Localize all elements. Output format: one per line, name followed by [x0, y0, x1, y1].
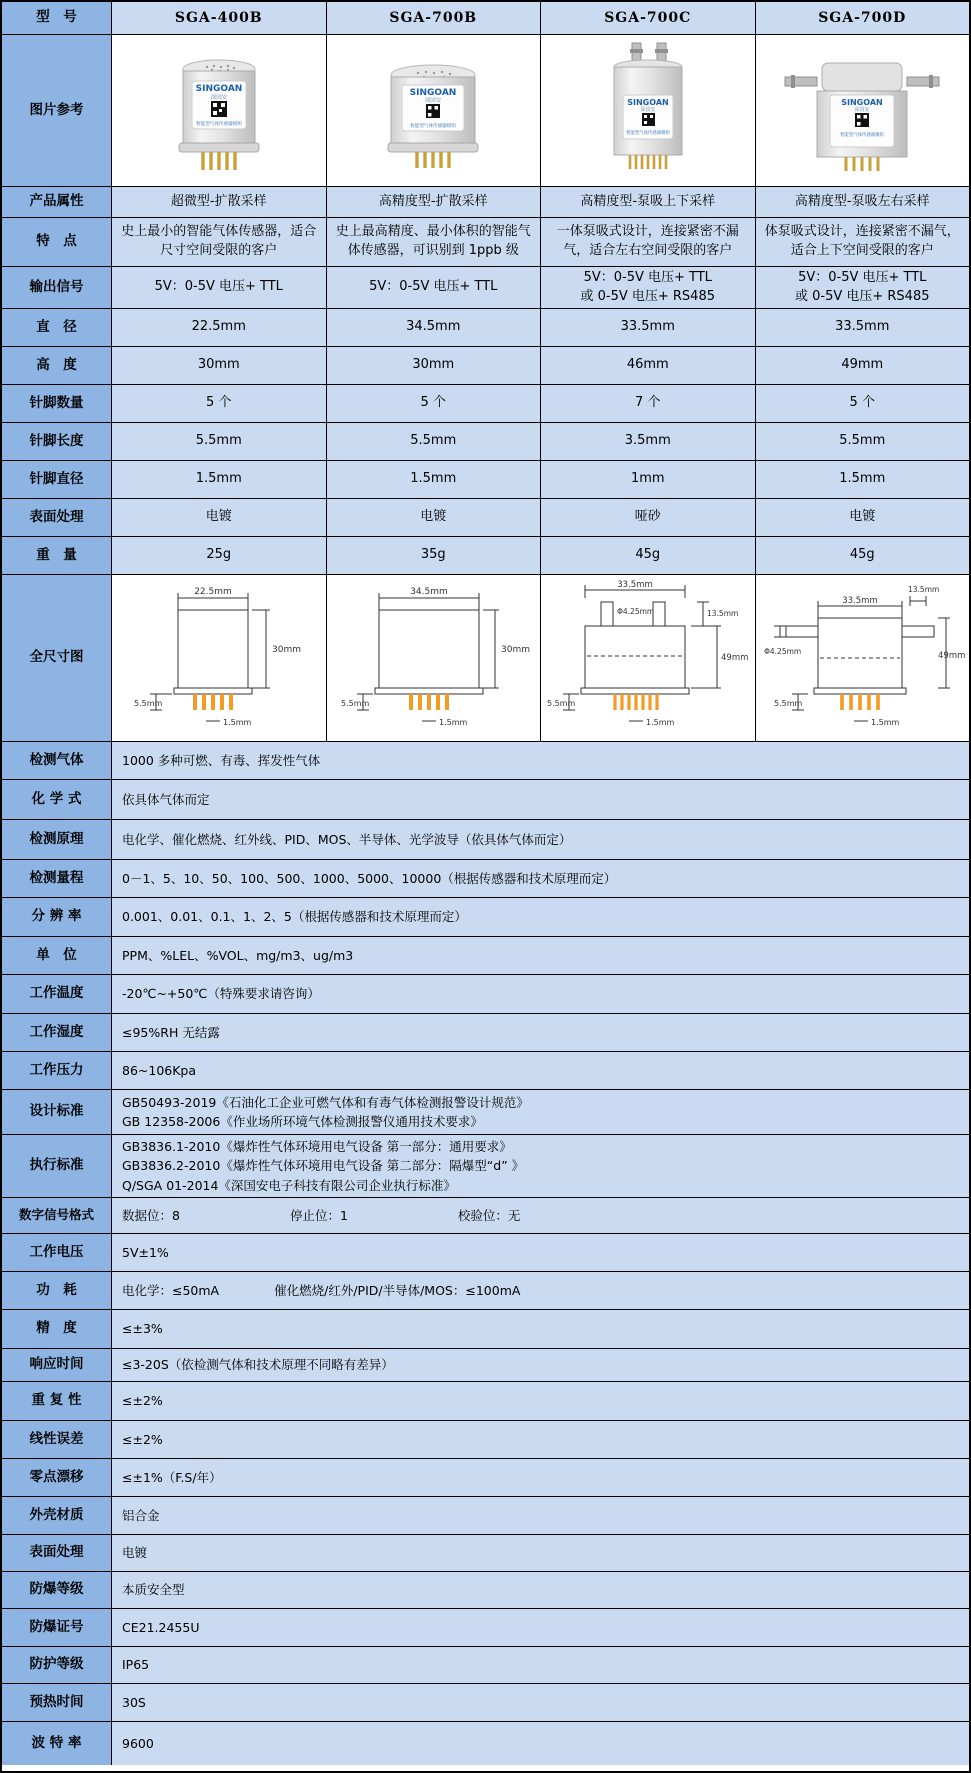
spec-row-gas — [2, 742, 969, 780]
spec-label: 预热时间 — [2, 1684, 112, 1721]
pin-length-value: 5.5mm — [756, 423, 970, 460]
product-photo-sga700b — [327, 35, 542, 186]
sensor-pins — [630, 155, 666, 169]
dim-tube-height: 13.5mm — [907, 585, 940, 594]
standard-line: GB3836.2-2010《爆炸性气体环境用电气设备 第二部分：隔爆型“d” 》 — [122, 1158, 525, 1174]
attr-value: 高精度型-泵吸上下采样 — [541, 187, 756, 217]
dim-pin-diameter: 1.5mm — [438, 718, 468, 727]
attr-row — [2, 187, 969, 218]
dimension-diagram-sga700c — [541, 575, 756, 741]
data-bits: 数据位：8 — [122, 1207, 180, 1223]
dim-tube-height: 13.5mm — [707, 609, 739, 618]
output-value — [327, 267, 542, 308]
model-name: SGA-700B — [327, 2, 542, 34]
row-label-model: 型 号 — [2, 2, 112, 34]
row-label-pin-count: 针脚数量 — [2, 385, 112, 422]
spec-row-accuracy — [2, 1310, 969, 1349]
spec-label: 单 位 — [2, 937, 112, 974]
diameter-value: 33.5mm — [756, 309, 970, 346]
diameter-value: 22.5mm — [112, 309, 327, 346]
dim-pin-diameter: 1.5mm — [870, 718, 900, 727]
sensor-pins — [417, 152, 449, 168]
spec-row-temperature — [2, 975, 969, 1014]
product-photo-sga400b — [112, 35, 327, 186]
dimension-drawing — [331, 578, 536, 738]
pin-length-value: 5.5mm — [112, 423, 327, 460]
spec-row-shell-material — [2, 1497, 969, 1535]
spec-label: 工作压力 — [2, 1052, 112, 1089]
brand-text: SINGOAN — [841, 97, 883, 107]
row-label-diagram: 全尺寸图 — [2, 575, 112, 741]
dim-height: 30mm — [272, 645, 302, 655]
spec-value: 依具体气体而定 — [112, 780, 969, 819]
dim-width: 34.5mm — [409, 587, 448, 597]
spec-row-range — [2, 860, 969, 898]
spec-row-exec-standard — [2, 1135, 969, 1198]
spec-label: 设计标准 — [2, 1090, 112, 1134]
spec-row-surface — [2, 1535, 969, 1572]
qr-code — [211, 101, 227, 117]
spec-label: 零点漂移 — [2, 1459, 112, 1496]
spec-label: 防爆证号 — [2, 1609, 112, 1646]
power-electrochem: 电化学：≤50mA — [122, 1282, 220, 1298]
dim-tube-diameter: Φ4.25mm — [617, 607, 655, 616]
spec-value: 电镀 — [112, 1535, 969, 1571]
pin-count-value: 5 个 — [756, 385, 970, 422]
output-line1: 5V：0-5V 电压+ TTL — [583, 269, 712, 285]
spec-label: 检测气体 — [2, 742, 112, 779]
parity: 校验位：无 — [457, 1207, 521, 1223]
spec-label: 功 耗 — [2, 1272, 112, 1309]
height-value: 46mm — [541, 347, 756, 384]
brand-text: SINGOAN — [195, 83, 243, 94]
surface-value: 哑砂 — [541, 499, 756, 536]
brand-cn-text: 深国安 — [424, 97, 442, 104]
surface-value: 电镀 — [327, 499, 542, 536]
output-line2: 或 0-5V 电压+ RS485 — [580, 288, 715, 304]
output-value — [541, 267, 756, 308]
spec-value: 86~106Kpa — [112, 1052, 969, 1089]
dimension-drawing — [545, 578, 750, 738]
caption-text: 智能型气体传感器模组 — [195, 121, 242, 127]
spec-row-principle — [2, 820, 969, 860]
spec-row-formula — [2, 780, 969, 820]
dim-pin-diameter: 1.5mm — [646, 718, 675, 727]
output-value — [112, 267, 327, 308]
model-header-row — [2, 2, 969, 35]
diameter-row — [2, 309, 969, 347]
spec-row-response-time — [2, 1349, 969, 1382]
pin-length-value: 3.5mm — [541, 423, 756, 460]
spec-value: 电化学、催化燃烧、红外线、PID、MOS、半导体、光学波导（依具体气体而定） — [112, 820, 969, 859]
spec-value — [112, 1198, 969, 1233]
spec-value — [112, 1135, 969, 1197]
diameter-value: 34.5mm — [327, 309, 542, 346]
spec-value: PPM、%LEL、%VOL、mg/m3、ug/m3 — [112, 937, 969, 974]
pin-diameter-value: 1.5mm — [756, 461, 970, 498]
qr-code — [855, 113, 869, 127]
height-row — [2, 347, 969, 385]
output-line1: 5V：0-5V 电压+ TTL — [798, 269, 927, 285]
dim-pin-diameter: 1.5mm — [223, 718, 252, 727]
dimension-diagram-sga700d — [756, 575, 970, 741]
spec-row-humidity — [2, 1014, 969, 1052]
drawing-pins — [411, 694, 447, 710]
spec-value: 9600 — [112, 1722, 969, 1765]
spec-value: 0－1、5、10、50、100、500、1000、5000、10000（根据传感器和技术原理而定） — [112, 860, 969, 897]
spec-value: -20℃~+50℃（特殊要求请咨询） — [112, 975, 969, 1013]
spec-value: 本质安全型 — [112, 1572, 969, 1608]
spec-label: 工作湿度 — [2, 1014, 112, 1051]
spec-row-digital-format — [2, 1198, 969, 1234]
caption-text: 智能型气体传感器模组 — [840, 132, 885, 138]
height-value: 49mm — [756, 347, 970, 384]
pin-length-value: 5.5mm — [327, 423, 542, 460]
row-label-pin-diameter: 针脚直径 — [2, 461, 112, 498]
spec-row-zero-drift — [2, 1459, 969, 1497]
spec-label: 外壳材质 — [2, 1497, 112, 1534]
weight-value: 45g — [541, 537, 756, 574]
drawing-pins — [615, 694, 657, 710]
dim-height: 49mm — [721, 653, 749, 663]
row-label-pin-length: 针脚长度 — [2, 423, 112, 460]
pin-diameter-row — [2, 461, 969, 499]
spec-value: 5V±1% — [112, 1234, 969, 1271]
model-name: SGA-700D — [756, 2, 970, 34]
image-row — [2, 35, 969, 187]
spec-row-explosion-class — [2, 1572, 969, 1609]
dim-height: 49mm — [937, 651, 965, 661]
spec-label: 执行标准 — [2, 1135, 112, 1197]
caption-text: 智能型气体传感器模组 — [410, 123, 457, 129]
spec-value: 0.001、0.01、0.1、1、2、5（根据传感器和技术原理而定） — [112, 898, 969, 936]
spec-row-explosion-cert — [2, 1609, 969, 1647]
dim-width: 33.5mm — [842, 596, 878, 606]
attr-value: 高精度型-扩散采样 — [327, 187, 542, 217]
spec-row-resolution — [2, 898, 969, 937]
dimension-diagram-sga400b — [112, 575, 327, 741]
surface-row — [2, 499, 969, 537]
row-label-height: 高 度 — [2, 347, 112, 384]
spec-value: ≤±2% — [112, 1421, 969, 1458]
product-photo-sga700d — [756, 35, 970, 186]
sensor-image — [573, 37, 723, 185]
spec-row-warmup-time — [2, 1684, 969, 1722]
standard-line: GB50493-2019《石油化工企业可燃气体和有毒气体检测报警设计规范》 — [122, 1094, 529, 1110]
dim-width: 22.5mm — [194, 587, 233, 597]
dim-width: 33.5mm — [617, 580, 653, 590]
height-value: 30mm — [112, 347, 327, 384]
spec-label: 检测量程 — [2, 860, 112, 897]
standard-line: GB 12358-2006《作业场所环境气体检测报警仪通用技术要求》 — [122, 1114, 483, 1129]
spec-label: 线性误差 — [2, 1421, 112, 1458]
sensor-image — [767, 37, 957, 185]
brand-cn-text: 深国安 — [210, 94, 228, 101]
spec-value: ≤3-20S（依检测气体和技术原理不同略有差异） — [112, 1349, 969, 1381]
spec-row-design-standard — [2, 1090, 969, 1135]
output-line1: 5V：0-5V 电压+ TTL — [154, 279, 283, 295]
spec-value: CE21.2455U — [112, 1609, 969, 1646]
pin-diameter-value: 1mm — [541, 461, 756, 498]
weight-value: 45g — [756, 537, 970, 574]
output-value — [756, 267, 970, 308]
spec-value: 30S — [112, 1684, 969, 1721]
spec-row-protection-class — [2, 1647, 969, 1684]
brand-cn-text: 深国安 — [640, 106, 656, 113]
spec-value: ≤±3% — [112, 1310, 969, 1348]
brand-text: SINGOAN — [627, 97, 669, 107]
surface-value: 电镀 — [756, 499, 970, 536]
standard-line: Q/SGA 01-2014《深国安电子科技有限公司企业执行标准》 — [122, 1177, 456, 1193]
spec-row-unit — [2, 937, 969, 975]
spec-label: 防护等级 — [2, 1647, 112, 1683]
qr-code — [426, 104, 440, 118]
feature-value: 史上最高精度、最小体积的智能气体传感器，可识别到 1ppb 级 — [327, 218, 542, 266]
product-photo-sga700c — [541, 35, 756, 186]
sensor-pins — [203, 152, 235, 170]
spec-label: 表面处理 — [2, 1535, 112, 1571]
caption-text: 智能型气体传感器模组 — [625, 130, 670, 136]
standard-line: GB3836.1-2010《爆炸性气体环境用电气设备 第一部分：通用要求》 — [122, 1138, 512, 1154]
spec-label: 精 度 — [2, 1310, 112, 1348]
spec-label: 分 辨 率 — [2, 898, 112, 936]
feature-value: 史上最小的智能气体传感器，适合尺寸空间受限的客户 — [112, 218, 327, 266]
dim-tube-diameter: Φ4.25mm — [763, 647, 801, 656]
spec-row-baud-rate — [2, 1722, 969, 1765]
spec-value — [112, 1090, 969, 1134]
spec-label: 防爆等级 — [2, 1572, 112, 1608]
spec-row-pressure — [2, 1052, 969, 1090]
row-label-output: 输出信号 — [2, 267, 112, 308]
attr-value: 高精度型-泵吸左右采样 — [756, 187, 970, 217]
dimension-drawing — [116, 578, 321, 738]
spec-value: 铝合金 — [112, 1497, 969, 1534]
dimension-drawing — [760, 578, 965, 738]
qr-code — [642, 113, 655, 126]
row-label-surface: 表面处理 — [2, 499, 112, 536]
diameter-value: 33.5mm — [541, 309, 756, 346]
spec-label: 重 复 性 — [2, 1382, 112, 1420]
brand-text: SINGOAN — [409, 87, 457, 98]
row-label-image: 图片参考 — [2, 35, 112, 186]
pin-count-value: 5 个 — [112, 385, 327, 422]
spec-label: 工作电压 — [2, 1234, 112, 1271]
spec-label: 响应时间 — [2, 1349, 112, 1381]
pin-count-value: 5 个 — [327, 385, 542, 422]
pin-count-row — [2, 385, 969, 423]
row-label-weight: 重 量 — [2, 537, 112, 574]
power-others: 催化燃烧/红外/PID/半导体/MOS：≤100mA — [274, 1282, 521, 1298]
feature-value: 体泵吸式设计，连接紧密不漏气，适合上下空间受限的客户 — [756, 218, 970, 266]
spec-row-linearity — [2, 1421, 969, 1459]
spec-value: ≤±1%（F.S/年） — [112, 1459, 969, 1496]
dim-pin-length: 5.5mm — [547, 699, 576, 708]
spec-label: 波 特 率 — [2, 1722, 112, 1765]
output-row — [2, 267, 969, 309]
pin-diameter-value: 1.5mm — [112, 461, 327, 498]
spec-value: IP65 — [112, 1647, 969, 1683]
spec-label: 工作温度 — [2, 975, 112, 1013]
attr-value: 超微型-扩散采样 — [112, 187, 327, 217]
sensor-pins — [846, 157, 878, 171]
model-name: SGA-700C — [541, 2, 756, 34]
pin-diameter-value: 1.5mm — [327, 461, 542, 498]
diagram-row — [2, 575, 969, 742]
sensor-image — [144, 37, 294, 185]
output-line1: 5V：0-5V 电压+ TTL — [369, 279, 498, 295]
surface-value: 电镀 — [112, 499, 327, 536]
row-label-attr: 产品属性 — [2, 187, 112, 217]
dim-height: 30mm — [500, 645, 530, 655]
dim-pin-length: 5.5mm — [340, 699, 370, 708]
weight-value: 25g — [112, 537, 327, 574]
row-label-feature: 特 点 — [2, 218, 112, 266]
height-value: 30mm — [327, 347, 542, 384]
pin-length-row — [2, 423, 969, 461]
spec-row-power — [2, 1272, 969, 1310]
output-line2: 或 0-5V 电压+ RS485 — [794, 288, 930, 304]
pin-count-value: 7 个 — [541, 385, 756, 422]
spec-label: 化 学 式 — [2, 780, 112, 819]
drawing-pins — [842, 694, 878, 710]
dim-pin-length: 5.5mm — [773, 699, 803, 708]
spec-value: ≤±2% — [112, 1382, 969, 1420]
spec-row-voltage — [2, 1234, 969, 1272]
model-name: SGA-400B — [112, 2, 327, 34]
spec-value: 1000 多种可燃、有毒、挥发性气体 — [112, 742, 969, 779]
feature-value: 一体泵吸式设计，连接紧密不漏气，适合左右空间受限的客户 — [541, 218, 756, 266]
dim-pin-length: 5.5mm — [134, 699, 163, 708]
stop-bits: 停止位：1 — [289, 1207, 348, 1223]
dimension-diagram-sga700b — [327, 575, 542, 741]
brand-cn-text: 深国安 — [854, 106, 870, 113]
row-label-diameter: 直 径 — [2, 309, 112, 346]
spec-row-repeatability — [2, 1382, 969, 1421]
spec-value: ≤95%RH 无结露 — [112, 1014, 969, 1051]
spec-label: 检测原理 — [2, 820, 112, 859]
feature-row — [2, 218, 969, 267]
weight-row — [2, 537, 969, 575]
spec-value — [112, 1272, 969, 1309]
drawing-pins — [195, 694, 231, 710]
weight-value: 35g — [327, 537, 542, 574]
spec-label: 数字信号格式 — [2, 1198, 112, 1233]
sensor-image — [358, 37, 508, 185]
